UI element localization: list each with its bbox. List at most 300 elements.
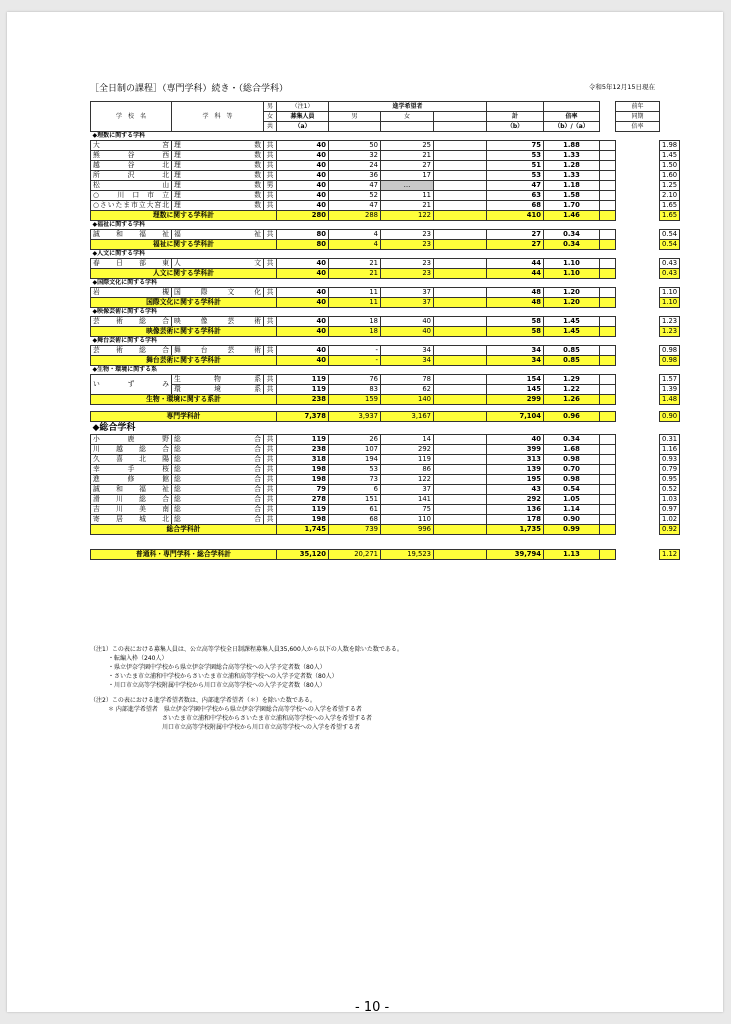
- applicant-total: 44: [487, 269, 544, 279]
- previous-ratio: 1.10: [660, 288, 680, 298]
- capacity-value: 198: [277, 465, 329, 475]
- previous-ratio: 0.93: [660, 455, 680, 465]
- school-name: 吉 川 美 南: [91, 505, 172, 515]
- school-row: [91, 385, 680, 395]
- department-name: 人 文: [172, 259, 264, 269]
- department-name: 理 数: [172, 201, 264, 211]
- school-name: 所 沢 北: [91, 171, 172, 181]
- blank-cell: [434, 346, 487, 356]
- ratio-value: 0.54: [544, 485, 600, 495]
- col-gender: 男: [264, 102, 277, 112]
- total-count: 195: [487, 475, 544, 485]
- blank-cell: [434, 385, 487, 395]
- school-name: 春 日 部 東: [91, 259, 172, 269]
- note-cell: [600, 495, 616, 505]
- blank-cell: [434, 485, 487, 495]
- capacity-value: 40: [277, 161, 329, 171]
- blank-cell: [434, 455, 487, 465]
- gender-code: 共: [264, 385, 277, 395]
- gender-code: 共: [264, 317, 277, 327]
- note-cell: [600, 171, 616, 181]
- blank-cell: [434, 151, 487, 161]
- blank-cell: [434, 395, 487, 405]
- col-applicants: 進学希望者: [329, 102, 487, 112]
- female-count: 62: [381, 385, 434, 395]
- capacity-total: 80: [277, 240, 329, 250]
- blank-cell: [434, 269, 487, 279]
- blank-cell: [434, 412, 487, 422]
- previous-ratio: 1.39: [660, 385, 680, 395]
- blank-cell: [434, 161, 487, 171]
- total-count: 48: [487, 288, 544, 298]
- capacity-value: 198: [277, 475, 329, 485]
- ratio-total: 1.45: [544, 327, 600, 337]
- male-count: 73: [329, 475, 381, 485]
- male-count: 50: [329, 141, 381, 151]
- section-title-row: [91, 221, 680, 230]
- department-name: 総 合: [172, 445, 264, 455]
- ratio-value: 0.90: [544, 515, 600, 525]
- applicant-total: 299: [487, 395, 544, 405]
- total-label: 舞台芸術に関する学科計: [91, 356, 277, 366]
- school-row: [91, 317, 680, 327]
- female-total: 122: [381, 211, 434, 221]
- previous-ratio-total: 1.65: [660, 211, 680, 221]
- male-count: 83: [329, 385, 381, 395]
- previous-ratio-total: 1.48: [660, 395, 680, 405]
- total-label: 総合学科計: [91, 525, 277, 535]
- female-count: 110: [381, 515, 434, 525]
- gender-code: 共: [264, 151, 277, 161]
- col-total: [487, 102, 544, 112]
- section-title: ◆人文に関する学科: [92, 250, 146, 257]
- total-count: 47: [487, 181, 544, 191]
- section-total-row: [91, 240, 680, 250]
- total-count: 68: [487, 201, 544, 211]
- department-name: 総 合: [172, 475, 264, 485]
- note-cell: [600, 327, 616, 337]
- department-name: 環 境 系: [172, 385, 264, 395]
- school-name: 誠 和 福 祉: [91, 230, 172, 240]
- department-name: 理 数: [172, 181, 264, 191]
- gender-code: 共: [264, 465, 277, 475]
- previous-ratio: 0.43: [660, 259, 680, 269]
- col-ratio: （b）/（a）: [544, 122, 600, 132]
- female-count: 27: [381, 161, 434, 171]
- gap-cell: [616, 346, 660, 356]
- female-count: 34: [381, 346, 434, 356]
- ratio-value: 1.58: [544, 191, 600, 201]
- female-total: 23: [381, 240, 434, 250]
- male-count: 61: [329, 505, 381, 515]
- ratio-value: 1.29: [544, 375, 600, 385]
- footnote-line: ・県立伊奈学園中学校から県立伊奈学園総合高等学校への入学予定者数（80人）: [90, 664, 326, 671]
- female-count: 75: [381, 505, 434, 515]
- male-count: 52: [329, 191, 381, 201]
- capacity-value: 119: [277, 505, 329, 515]
- note-cell: [600, 230, 616, 240]
- gap-cell: [616, 161, 660, 171]
- female-total: 37: [381, 298, 434, 308]
- female-count: 119: [381, 455, 434, 465]
- blank-cell: [434, 240, 487, 250]
- female-total: 19,523: [381, 550, 434, 560]
- school-row: [91, 505, 680, 515]
- department-name: 総 合: [172, 495, 264, 505]
- ratio-value: 0.98: [544, 455, 600, 465]
- note-cell: [600, 356, 616, 366]
- gap-cell: [616, 475, 660, 485]
- department-name: 総 合: [172, 455, 264, 465]
- gap-cell: [616, 230, 660, 240]
- total-label: 映像芸術に関する学科計: [91, 327, 277, 337]
- blank-cell: [434, 525, 487, 535]
- capacity-value: 278: [277, 495, 329, 505]
- department-name: 理 数: [172, 151, 264, 161]
- school-name: 寄 居 城 北: [91, 515, 172, 525]
- note-cell: [600, 505, 616, 515]
- ratio-value: 0.34: [544, 435, 600, 445]
- gap-cell: [616, 181, 660, 191]
- female-total: 996: [381, 525, 434, 535]
- footnote-line: ＊ 内部進学希望者 県立伊奈学園中学校から県立伊奈学園総合高等学校への入学を希望する者: [90, 706, 362, 713]
- ratio-value: 1.70: [544, 201, 600, 211]
- school-row: [91, 495, 680, 505]
- male-count: 24: [329, 161, 381, 171]
- gap-cell: [616, 445, 660, 455]
- male-count: 4: [329, 230, 381, 240]
- department-name: 総 合: [172, 435, 264, 445]
- gap-cell: [616, 455, 660, 465]
- gap-cell: [616, 525, 660, 535]
- blank-cell: [434, 515, 487, 525]
- ratio-value: 1.45: [544, 317, 600, 327]
- female-count: 23: [381, 259, 434, 269]
- school-row: [91, 435, 680, 445]
- gap-cell: [616, 201, 660, 211]
- department-name: 総 合: [172, 515, 264, 525]
- ratio-value: 0.98: [544, 475, 600, 485]
- female-count: 141: [381, 495, 434, 505]
- gap-cell: [616, 550, 660, 560]
- document-page: [7, 12, 723, 1015]
- school-name: 滑 川 総 合: [91, 495, 172, 505]
- blank-cell: [434, 356, 487, 366]
- ratio-value: 1.18: [544, 181, 600, 191]
- applicant-total: 410: [487, 211, 544, 221]
- ratio-value: 1.14: [544, 505, 600, 515]
- capacity-value: 40: [277, 191, 329, 201]
- department-name: 理 数: [172, 141, 264, 151]
- blank-cell: [434, 191, 487, 201]
- female-count: 21: [381, 201, 434, 211]
- ratio-value: 1.33: [544, 151, 600, 161]
- note-cell: [600, 346, 616, 356]
- total-label: 国際文化に関する学科計: [91, 298, 277, 308]
- blank-cell: [434, 475, 487, 485]
- male-count: 6: [329, 485, 381, 495]
- section-title: ◆福祉に関する学科: [92, 221, 146, 228]
- female-total: 140: [381, 395, 434, 405]
- total-count: 51: [487, 161, 544, 171]
- col-prev: 倍率: [616, 122, 660, 132]
- female-count: 122: [381, 475, 434, 485]
- capacity-value: 40: [277, 288, 329, 298]
- blank-cell: [434, 445, 487, 455]
- female-count: 14: [381, 435, 434, 445]
- gender-code: 共: [264, 288, 277, 298]
- col-gap: [600, 102, 616, 132]
- school-row: [91, 465, 680, 475]
- school-row: [91, 515, 680, 525]
- school-row: [91, 288, 680, 298]
- gender-code: 共: [264, 485, 277, 495]
- note-cell: [600, 141, 616, 151]
- total-count: 53: [487, 171, 544, 181]
- department-name: 福 祉: [172, 230, 264, 240]
- col-prev: 同期: [616, 112, 660, 122]
- blank-cell: [434, 211, 487, 221]
- school-name: 大 宮: [91, 141, 172, 151]
- school-name: 越 谷 北: [91, 161, 172, 171]
- gap-cell: [616, 495, 660, 505]
- female-total: 40: [381, 327, 434, 337]
- capacity-total: 1,745: [277, 525, 329, 535]
- section-title: ◆舞台芸術に関する学科: [92, 337, 158, 344]
- gender-code: 共: [264, 505, 277, 515]
- previous-ratio: 1.98: [660, 141, 680, 151]
- gap-cell: [616, 465, 660, 475]
- capacity-value: 40: [277, 171, 329, 181]
- gender-code: 共: [264, 445, 277, 455]
- male-count: 151: [329, 495, 381, 505]
- applicant-total: 7,104: [487, 412, 544, 422]
- note-cell: [600, 385, 616, 395]
- total-label: 福祉に関する学科計: [91, 240, 277, 250]
- gap-cell: [616, 151, 660, 161]
- note-cell: [600, 485, 616, 495]
- previous-ratio-total: 0.98: [660, 356, 680, 366]
- male-count: 76: [329, 375, 381, 385]
- capacity-value: 238: [277, 445, 329, 455]
- section-title-row: [91, 279, 680, 288]
- female-count: 40: [381, 317, 434, 327]
- enrollment-table: [90, 101, 680, 560]
- ratio-value: 1.33: [544, 171, 600, 181]
- section-title: ◆映像芸術に関する学科: [92, 308, 158, 315]
- col-capacity: （注1）: [277, 102, 329, 112]
- spacer: [91, 535, 680, 550]
- section-title-row: [91, 337, 680, 346]
- blank-cell: [434, 465, 487, 475]
- blank-cell: [434, 550, 487, 560]
- previous-ratio: 0.97: [660, 505, 680, 515]
- blank-cell: [434, 259, 487, 269]
- school-row: [91, 485, 680, 495]
- senmon-total-row: [91, 412, 680, 422]
- total-count: 44: [487, 259, 544, 269]
- col-blank: [434, 112, 487, 122]
- previous-ratio: 0.95: [660, 475, 680, 485]
- note-cell: [600, 550, 616, 560]
- footnote-line: （注1）この表における募集人員は、公立高等学校全日制課程募集人員35,600人から以下の人数を除いた数である。: [90, 646, 403, 653]
- school-name: 幸 手 桜: [91, 465, 172, 475]
- applicant-total: 1,735: [487, 525, 544, 535]
- note-cell: [600, 240, 616, 250]
- male-count: 36: [329, 171, 381, 181]
- male-count: 11: [329, 288, 381, 298]
- school-row: [91, 161, 680, 171]
- male-total: 288: [329, 211, 381, 221]
- male-count: 53: [329, 465, 381, 475]
- note-cell: [600, 375, 616, 385]
- female-count: 21: [381, 151, 434, 161]
- footnote-line: ・さいたま市立浦和中学校からさいたま市立浦和高等学校への入学予定者数（80人）: [90, 673, 338, 680]
- note-cell: [600, 288, 616, 298]
- previous-ratio: 1.02: [660, 515, 680, 525]
- applicant-total: 39,794: [487, 550, 544, 560]
- school-row: [91, 181, 680, 191]
- female-count: 37: [381, 288, 434, 298]
- blank-cell: [434, 171, 487, 181]
- previous-ratio: 2.10: [660, 191, 680, 201]
- male-count: 47: [329, 201, 381, 211]
- blank-cell: [434, 181, 487, 191]
- gap-cell: [616, 171, 660, 181]
- note-cell: [600, 191, 616, 201]
- section-total-row: [91, 327, 680, 337]
- capacity-total: 238: [277, 395, 329, 405]
- section-total-row: [91, 269, 680, 279]
- total-count: 145: [487, 385, 544, 395]
- footnote-line: 川口市立高等学校附属中学校から川口市立高等学校への入学を希望する者: [90, 724, 361, 731]
- gender-code: 共: [264, 161, 277, 171]
- female-count: 11: [381, 191, 434, 201]
- gender-code: 共: [264, 435, 277, 445]
- gap-cell: [616, 395, 660, 405]
- female-count: 25: [381, 141, 434, 151]
- blank-cell: [434, 317, 487, 327]
- gender-code: 共: [264, 201, 277, 211]
- gap-cell: [616, 485, 660, 495]
- school-row: [91, 455, 680, 465]
- previous-ratio: 1.03: [660, 495, 680, 505]
- gender-code: 共: [264, 191, 277, 201]
- capacity-total: 40: [277, 327, 329, 337]
- gap-cell: [616, 269, 660, 279]
- previous-ratio: 1.60: [660, 171, 680, 181]
- col-gender: 女: [264, 112, 277, 122]
- capacity-value: 40: [277, 151, 329, 161]
- note-cell: [600, 151, 616, 161]
- gender-code: 共: [264, 515, 277, 525]
- previous-ratio: 1.25: [660, 181, 680, 191]
- section-title-row: [91, 250, 680, 259]
- col-school: 学 校 名: [91, 102, 172, 132]
- school-row: [91, 141, 680, 151]
- capacity-value: 80: [277, 230, 329, 240]
- col-gender: 共: [264, 122, 277, 132]
- school-row: [91, 475, 680, 485]
- note-cell: [600, 201, 616, 211]
- footnote-line: ・川口市立高等学校附属中学校から川口市立高等学校への入学予定者数（80人）: [90, 682, 326, 689]
- female-count: 17: [381, 171, 434, 181]
- gap-cell: [616, 317, 660, 327]
- footnote-line: ・転編入枠（240人）: [90, 655, 168, 662]
- school-name: 小 鹿 野: [91, 435, 172, 445]
- section-total-row: [91, 356, 680, 366]
- page-number: - 10 -: [355, 1000, 390, 1015]
- previous-ratio: 1.57: [660, 375, 680, 385]
- female-count: 78: [381, 375, 434, 385]
- col-total: 計: [487, 112, 544, 122]
- gap-cell: [616, 288, 660, 298]
- report-date: 令和5年12月15日現在: [588, 83, 655, 91]
- ratio-value: 1.28: [544, 161, 600, 171]
- note-cell: [600, 475, 616, 485]
- col-male: 男: [329, 112, 381, 122]
- department-name: 理 数: [172, 191, 264, 201]
- female-count: 292: [381, 445, 434, 455]
- gap-cell: [616, 211, 660, 221]
- previous-ratio: 0.31: [660, 435, 680, 445]
- school-name: 誠 和 福 祉: [91, 485, 172, 495]
- col-ratio: 倍率: [544, 112, 600, 122]
- school-name: 松 山: [91, 181, 172, 191]
- note-cell: [600, 395, 616, 405]
- note-cell: [600, 445, 616, 455]
- ratio-value: 0.85: [544, 346, 600, 356]
- gender-code: 共: [264, 495, 277, 505]
- note-cell: [600, 259, 616, 269]
- note-cell: [600, 298, 616, 308]
- school-name: 川 越 総 合: [91, 445, 172, 455]
- department-name: 映 像 芸 術: [172, 317, 264, 327]
- male-total: 20,271: [329, 550, 381, 560]
- gap-cell: [616, 356, 660, 366]
- note-cell: [600, 412, 616, 422]
- gap-cell: [616, 327, 660, 337]
- section-title-row: [91, 366, 680, 375]
- table-title: ［全日制の課程］（専門学科）続き・（総合学科）: [90, 84, 289, 94]
- capacity-value: 40: [277, 181, 329, 191]
- capacity-total: 40: [277, 298, 329, 308]
- gender-code: 男: [264, 181, 277, 191]
- school-row: [91, 191, 680, 201]
- blank-cell: [434, 141, 487, 151]
- total-count: 178: [487, 515, 544, 525]
- note-cell: [600, 525, 616, 535]
- female-count: …: [381, 181, 434, 191]
- total-label: 理数に関する学科計: [91, 211, 277, 221]
- total-count: 139: [487, 465, 544, 475]
- col-ratio: [544, 102, 600, 112]
- blank-cell: [434, 298, 487, 308]
- previous-ratio: 0.79: [660, 465, 680, 475]
- previous-ratio-total: 1.23: [660, 327, 680, 337]
- male-total: 4: [329, 240, 381, 250]
- previous-ratio: 1.50: [660, 161, 680, 171]
- male-total: 11: [329, 298, 381, 308]
- male-total: 21: [329, 269, 381, 279]
- female-total: 34: [381, 356, 434, 366]
- female-total: 3,167: [381, 412, 434, 422]
- school-name: 岩 槻: [91, 288, 172, 298]
- ratio-value: 1.05: [544, 495, 600, 505]
- ratio-value: 0.70: [544, 465, 600, 475]
- gap-cell: [616, 505, 660, 515]
- blank-cell: [434, 327, 487, 337]
